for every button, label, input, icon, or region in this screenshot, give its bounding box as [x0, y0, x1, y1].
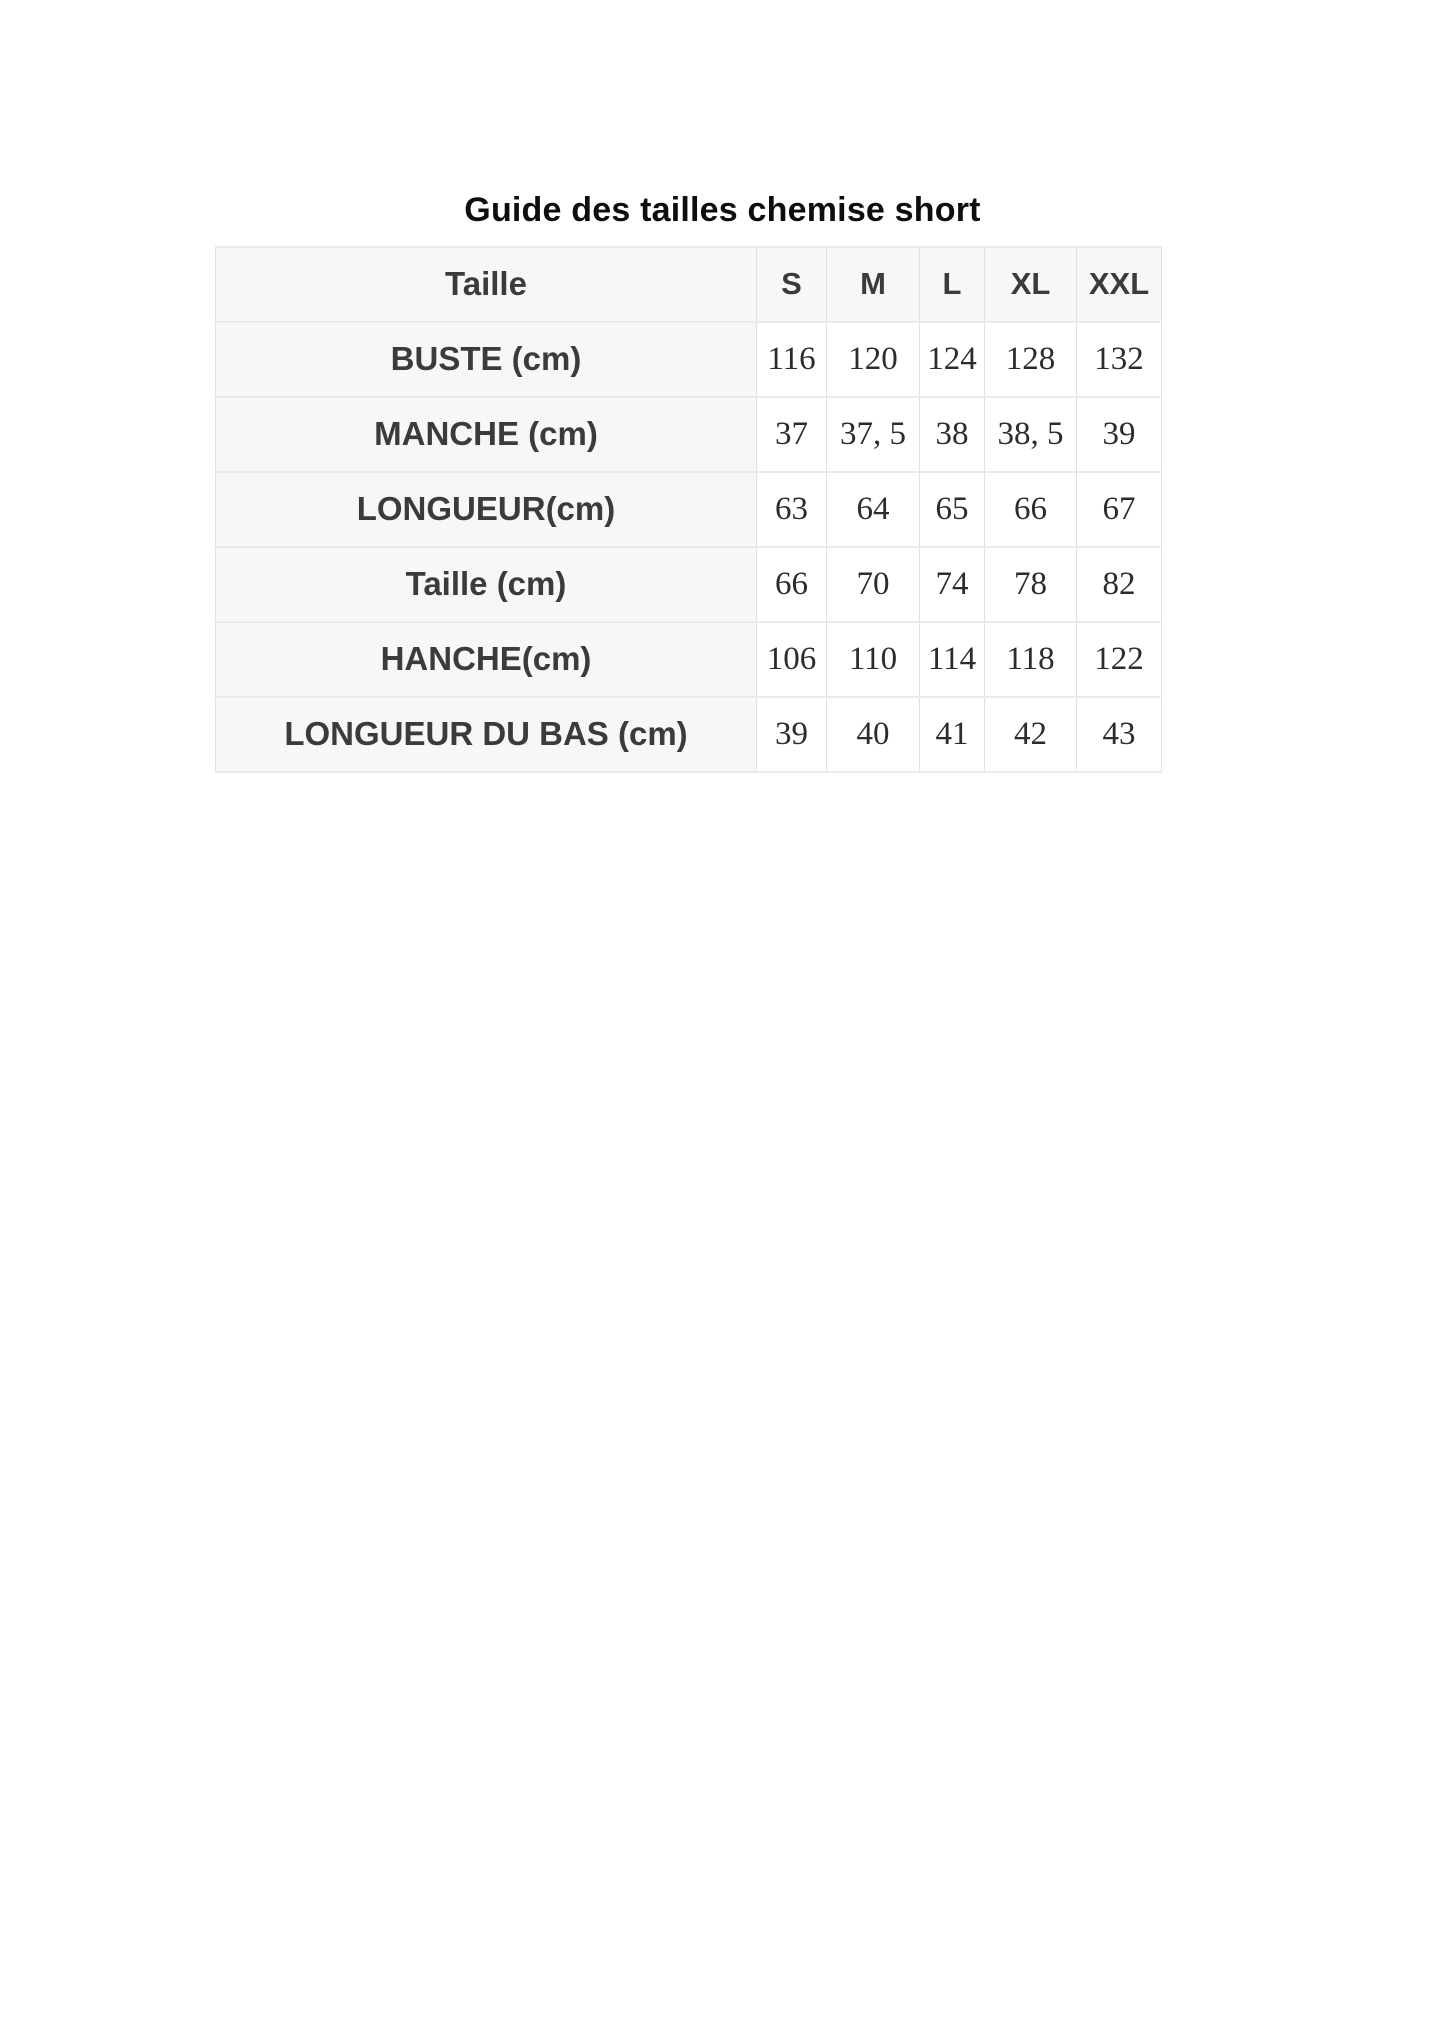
row-label: Taille (cm) — [216, 547, 757, 622]
size-value-cell: 37 — [757, 397, 827, 472]
size-value-cell: 128 — [985, 322, 1077, 397]
row-label: HANCHE(cm) — [216, 622, 757, 697]
size-value-cell: 38 — [920, 397, 985, 472]
row-label: LONGUEUR(cm) — [216, 472, 757, 547]
size-value-cell: 66 — [985, 472, 1077, 547]
row-label: LONGUEUR DU BAS (cm) — [216, 697, 757, 772]
size-value-cell: 82 — [1077, 547, 1162, 622]
size-column-header-m: M — [827, 247, 920, 322]
size-value-cell: 37, 5 — [827, 397, 920, 472]
table-row-longueur — [216, 472, 1162, 547]
size-column-header-s: S — [757, 247, 827, 322]
size-value-cell: 110 — [827, 622, 920, 697]
header-label-taille: Taille — [216, 247, 757, 322]
size-value-cell: 122 — [1077, 622, 1162, 697]
size-value-cell: 116 — [757, 322, 827, 397]
size-value-cell: 70 — [827, 547, 920, 622]
size-value-cell: 106 — [757, 622, 827, 697]
size-value-cell: 43 — [1077, 697, 1162, 772]
table-row-taille — [216, 547, 1162, 622]
size-value-cell: 64 — [827, 472, 920, 547]
size-column-header-xl: XL — [985, 247, 1077, 322]
size-value-cell: 39 — [1077, 397, 1162, 472]
size-value-cell: 41 — [920, 697, 985, 772]
size-value-cell: 38, 5 — [985, 397, 1077, 472]
table-row-buste — [216, 322, 1162, 397]
size-value-cell: 114 — [920, 622, 985, 697]
table-row-longueur-du-bas — [216, 697, 1162, 772]
size-value-cell: 42 — [985, 697, 1077, 772]
page-title: Guide des tailles chemise short — [464, 191, 981, 229]
size-value-cell: 67 — [1077, 472, 1162, 547]
size-value-cell: 74 — [920, 547, 985, 622]
size-value-cell: 132 — [1077, 322, 1162, 397]
size-value-cell: 78 — [985, 547, 1077, 622]
size-value-cell: 120 — [827, 322, 920, 397]
size-value-cell: 65 — [920, 472, 985, 547]
size-value-cell: 40 — [827, 697, 920, 772]
size-column-header-xxl: XXL — [1077, 247, 1162, 322]
size-column-header-l: L — [920, 247, 985, 322]
size-value-cell: 66 — [757, 547, 827, 622]
size-value-cell: 63 — [757, 472, 827, 547]
size-value-cell: 118 — [985, 622, 1077, 697]
size-value-cell: 124 — [920, 322, 985, 397]
table-header-row — [216, 247, 1162, 322]
row-label: MANCHE (cm) — [216, 397, 757, 472]
size-guide-table — [215, 246, 1162, 773]
size-value-cell: 39 — [757, 697, 827, 772]
row-label: BUSTE (cm) — [216, 322, 757, 397]
table-row-manche — [216, 397, 1162, 472]
table-row-hanche — [216, 622, 1162, 697]
